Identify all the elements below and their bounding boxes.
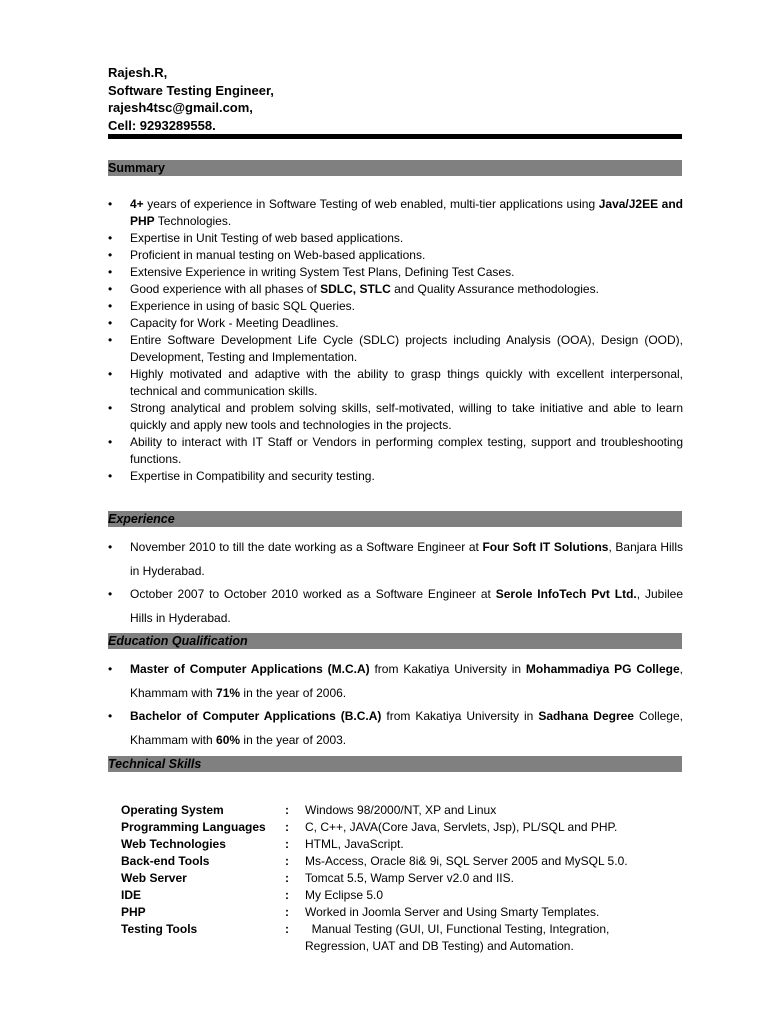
candidate-cell: Cell: 9293289558.: [108, 117, 216, 133]
section-summary-heading: Summary: [108, 160, 682, 176]
section-experience-heading: Experience: [108, 511, 682, 527]
skill-sep: :: [285, 871, 289, 885]
skill-value: My Eclipse 5.0: [305, 888, 384, 902]
skill-value: C, C++, JAVA(Core Java, Servlets, Jsp), PL/SQL and PHP.: [305, 820, 618, 834]
list-item: • Experience in using of basic SQL Queries.: [108, 298, 683, 315]
skill-value: Tomcat 5.5, Wamp Server v2.0 and IIS.: [305, 871, 514, 885]
skill-key: Back-end Tools: [121, 854, 210, 868]
list-item: • Good experience with all phases of SDLC, STLC and Quality Assurance methodologies.: [108, 281, 683, 298]
skill-row: [121, 836, 665, 853]
skill-row: [121, 887, 665, 904]
skill-row: [121, 853, 665, 870]
skill-key: Web Server: [121, 871, 187, 885]
list-item: • Highly motivated and adaptive with the ability to grasp things quickly with excellent interpersonal, technical and communication skills.: [108, 366, 683, 400]
list-item: • Master of Computer Applications (M.C.A) from Kakatiya University in Mohammadiya PG College, Khammam with 71% in the year of 2006.: [108, 658, 683, 705]
list-item: • Entire Software Development Life Cycle (SDLC) projects including Analysis (OOA), Design (OOD), Development, Testing and Implementation.: [108, 332, 683, 366]
list-item: • November 2010 to till the date working as a Software Engineer at Four Soft IT Solutions, Banjara Hills in Hyderabad.: [108, 536, 683, 583]
skill-row: [121, 904, 665, 921]
contact-header: [108, 64, 274, 134]
skill-row: [121, 802, 665, 819]
summary-list: [108, 196, 683, 485]
list-item: • Ability to interact with IT Staff or Vendors in performing complex testing, support and troubleshooting functions.: [108, 434, 683, 468]
skill-sep: :: [285, 922, 289, 936]
skill-key: IDE: [121, 888, 142, 902]
list-item: • 4+ years of experience in Software Testing of web enabled, multi-tier applications using Java/J2EE and PHP Technologies.: [108, 196, 683, 230]
skill-sep: :: [285, 803, 289, 817]
skill-value: Worked in Joomla Server and Using Smarty Templates.: [305, 905, 600, 919]
skill-key: Operating System: [121, 803, 224, 817]
skill-sep: :: [285, 837, 289, 851]
list-item: • Proficient in manual testing on Web-based applications.: [108, 247, 683, 264]
list-item: • Extensive Experience in writing System Test Plans, Defining Test Cases.: [108, 264, 683, 281]
section-education-heading: Education Qualification: [108, 633, 682, 649]
skill-sep: :: [285, 905, 289, 919]
skill-value: Manual Testing (GUI, UI, Functional Testing, Integration, Regression, UAT and DB Testing) and Automation.: [305, 922, 613, 953]
skill-value: HTML, JavaScript.: [305, 837, 404, 851]
candidate-title: Software Testing Engineer,: [108, 82, 274, 98]
candidate-name: Rajesh.R,: [108, 65, 168, 80]
skill-row: [121, 921, 665, 955]
education-list: [108, 658, 683, 752]
skill-row: [121, 819, 665, 836]
skill-key: PHP: [121, 905, 146, 919]
skills-table: [121, 802, 665, 955]
experience-list: [108, 536, 683, 630]
section-skills-heading: Technical Skills: [108, 756, 682, 772]
skill-key: Web Technologies: [121, 837, 226, 851]
list-item: • Capacity for Work - Meeting Deadlines.: [108, 315, 683, 332]
list-item: • October 2007 to October 2010 worked as a Software Engineer at Serole InfoTech Pvt Ltd., Jubilee Hills in Hyderabad.: [108, 583, 683, 630]
skill-value: Windows 98/2000/NT, XP and Linux: [305, 803, 497, 817]
skill-value: Ms-Access, Oracle 8i& 9i, SQL Server 2005 and MySQL 5.0.: [305, 854, 628, 868]
skill-key: Programming Languages: [121, 820, 266, 834]
skill-sep: :: [285, 888, 289, 902]
list-item: • Expertise in Compatibility and security testing.: [108, 468, 683, 485]
candidate-email: rajesh4tsc@gmail.com,: [108, 100, 253, 115]
header-divider: [108, 134, 682, 139]
skill-sep: :: [285, 820, 289, 834]
list-item: • Bachelor of Computer Applications (B.C.A) from Kakatiya University in Sadhana Degree College, Khammam with 60% in the year of 2003.: [108, 705, 683, 752]
skill-sep: :: [285, 854, 289, 868]
skill-key: Testing Tools: [121, 922, 198, 936]
list-item: • Strong analytical and problem solving skills, self-motivated, willing to take initiative and able to learn quickly and apply new tools and technologies in the projects.: [108, 400, 683, 434]
list-item: • Expertise in Unit Testing of web based applications.: [108, 230, 683, 247]
skill-row: [121, 870, 665, 887]
